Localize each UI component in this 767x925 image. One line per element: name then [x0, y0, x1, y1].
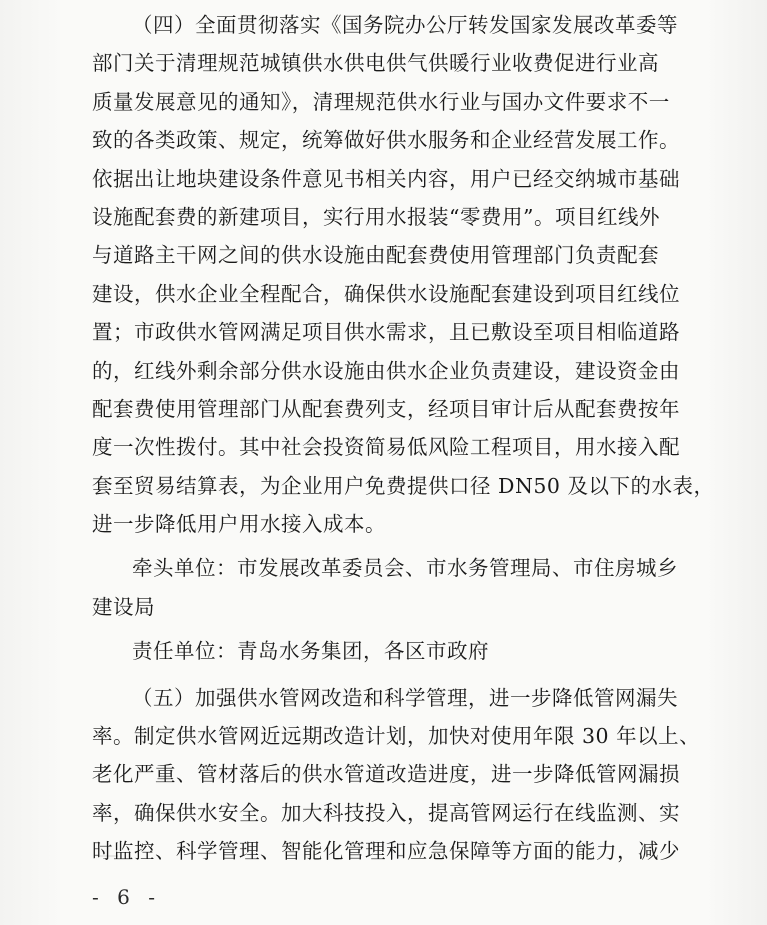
paragraph-4-line: 的，红线外剩余部分供水设施由供水企业负责建设，建设资金由	[92, 358, 680, 383]
scan-artifact	[100, 855, 118, 857]
page-number: - 6 -	[92, 885, 161, 909]
paragraph-4-line: 套至贸易结算表，为企业用户免费提供口径 DN50 及以下的水表，	[92, 473, 715, 498]
lead-unit-line: 建设局	[92, 594, 155, 619]
paragraph-4-line: 依据出让地块建设条件意见书相关内容，用户已经交纳城市基础	[92, 166, 680, 191]
paragraph-5-line: 老化严重、管材落后的供水管道改造进度，进一步降低管网漏损	[92, 762, 680, 787]
paragraph-4-line: 配套费使用管理部门从配套费列支，经项目审计后从配套费按年	[92, 396, 680, 421]
paragraph-5-line: 时监控、科学管理、智能化管理和应急保障等方面的能力，减少	[92, 839, 680, 864]
paragraph-4-line: 致的各类政策、规定，统筹做好供水服务和企业经营发展工作。	[92, 128, 680, 153]
document-body	[92, 6, 715, 871]
paragraph-5-line: （五）加强供水管网改造和科学管理，进一步降低管网漏失	[132, 685, 678, 710]
paragraph-4-line: 部门关于清理规范城镇供水供电供气供暖行业收费促进行业高	[92, 51, 659, 76]
paragraph-5-line: 率。制定供水管网近远期改造计划，加快对使用年限 30 年以上、	[92, 724, 701, 749]
paragraph-4-line: （四）全面贯彻落实《国务院办公厅转发国家发展改革委等	[132, 13, 678, 37]
paragraph-5-line: 率，确保供水安全。加大科技投入，提高管网运行在线监测、实	[92, 800, 680, 825]
paragraph-4-line: 建设，供水企业全程配合，确保供水设施配套建设到项目红线位	[92, 281, 680, 306]
lead-unit-line: 牵头单位：市发展改革委员会、市水务管理局、市住房城乡	[132, 556, 678, 581]
responsible-unit-line: 责任单位：青岛水务集团，各区市政府	[132, 639, 489, 664]
paragraph-4-line: 进一步降低用户用水接入成本。	[92, 512, 386, 537]
paragraph-4-line: 质量发展意见的通知》，清理规范供水行业与国办文件要求不一	[92, 89, 670, 114]
paragraph-4-line: 设施配套费的新建项目，实行用水报装“零费用”。项目红线外	[92, 204, 660, 229]
paragraph-4-line: 度一次性拨付。其中社会投资简易低风险工程项目，用水接入配	[92, 435, 680, 460]
paragraph-4-line: 与道路主干网之间的供水设施由配套费使用管理部门负责配套	[92, 243, 659, 268]
paragraph-4-line: 置；市政供水管网满足项目供水需求，且已敷设至项目相临道路	[92, 320, 680, 345]
